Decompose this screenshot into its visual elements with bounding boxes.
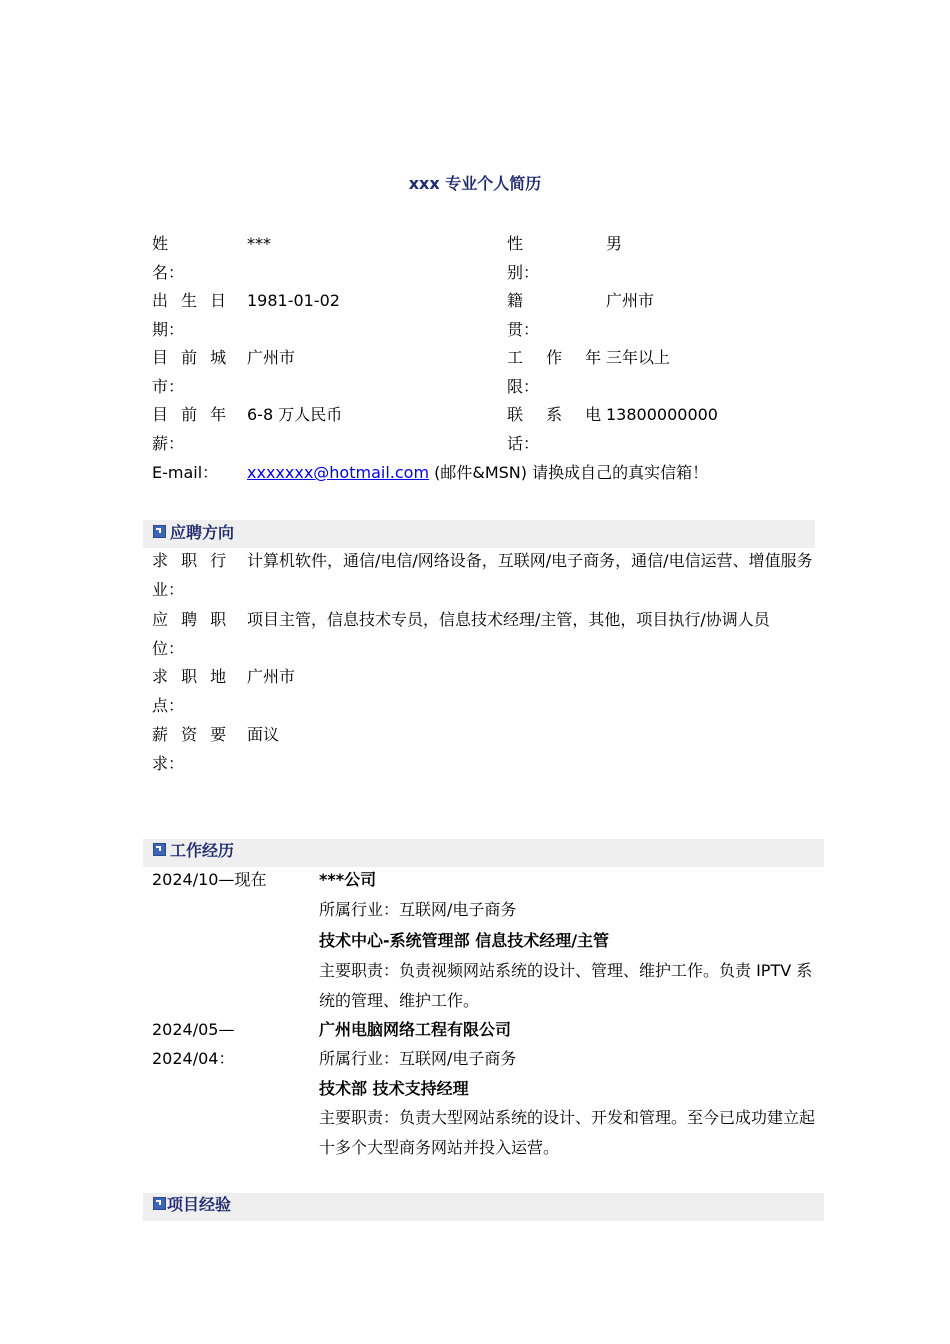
industry-value: 计算机软件，通信/电信/网络设备，互联网/电子商务，通信/电信运营、增值服务 <box>247 551 813 570</box>
job-industry: 所属行业：互联网/电子商务 <box>319 900 517 919</box>
intent-section-bar <box>143 520 815 548</box>
industry-label-1: 求 职 行 <box>152 551 227 570</box>
name-label-1: 姓 <box>152 234 169 253</box>
native-label-2: 贯： <box>507 320 540 339</box>
work-heading <box>153 840 234 862</box>
years-label-2: 限： <box>507 377 540 396</box>
projects-heading-text: 项目经验 <box>167 1195 232 1214</box>
salary-value: 6-8 万人民币 <box>247 405 343 424</box>
location-label-2: 点： <box>152 696 185 715</box>
native-value: 广州市 <box>606 291 655 310</box>
expect-salary-value: 面议 <box>247 725 280 744</box>
projects-section-bar <box>143 1193 824 1221</box>
phone-label-2: 话： <box>507 434 540 453</box>
location-value: 广州市 <box>247 667 296 686</box>
city-label-2: 市： <box>152 377 185 396</box>
years-value: 三年以上 <box>606 348 671 367</box>
phone-label-1: 联 系 电 <box>507 405 602 424</box>
industry-label-2: 业： <box>152 580 185 599</box>
gender-value: 男 <box>606 234 623 253</box>
page-title: xxx 专业个人简历 <box>408 174 542 193</box>
intent-heading <box>153 522 234 544</box>
position-value: 项目主管，信息技术专员，信息技术经理/主管，其他，项目执行/协调人员 <box>247 610 770 629</box>
city-label-1: 目 前 城 <box>152 348 227 367</box>
job-period: 2024/10—现在 <box>152 870 267 889</box>
position-label-2: 位： <box>152 639 185 658</box>
job-duty: 主要职责：负责大型网站系统的设计、开发和管理。至今已成功建立起十多个大型商务网站并投入运营。 <box>319 1108 816 1157</box>
birth-label-1: 出 生 日 <box>152 291 227 310</box>
birth-label-2: 期： <box>152 320 185 339</box>
intent-heading-text: 应聘方向 <box>170 523 235 542</box>
gender-label-1: 性 <box>507 234 524 253</box>
name-label-2: 名： <box>152 263 185 282</box>
arrow-icon <box>153 525 166 538</box>
email-note: (邮件&MSN) 请换成自己的真实信箱！ <box>429 463 709 482</box>
gender-label-2: 别： <box>507 263 540 282</box>
native-label-1: 籍 <box>507 291 524 310</box>
job-duty: 主要职责：负责视频网站系统的设计、管理、维护工作。负责 IPTV 系统的管理、维护工作。 <box>319 961 813 1010</box>
job-period-start: 2024/05— <box>152 1020 235 1039</box>
birth-value: 1981-01-02 <box>247 291 340 310</box>
work-heading-text: 工作经历 <box>170 841 235 860</box>
salary-label-2: 薪： <box>152 434 185 453</box>
job-industry: 所属行业：互联网/电子商务 <box>319 1049 517 1068</box>
expect-salary-label-1: 薪 资 要 <box>152 725 227 744</box>
job-period-end: 2024/04： <box>152 1049 235 1068</box>
phone-value: 13800000000 <box>606 405 718 424</box>
job-company: 广州电脑网络工程有限公司 <box>319 1020 512 1039</box>
salary-label-1: 目 前 年 <box>152 405 227 424</box>
job-company: ***公司 <box>319 870 377 889</box>
work-section-bar <box>143 839 824 867</box>
arrow-icon <box>153 1197 166 1210</box>
years-label-1: 工 作 年 <box>507 348 602 367</box>
job-dept-title: 技术中心-系统管理部 信息技术经理/主管 <box>319 931 610 950</box>
expect-salary-label-2: 求： <box>152 754 185 773</box>
arrow-icon <box>153 843 166 856</box>
position-label-1: 应 聘 职 <box>152 610 227 629</box>
city-value: 广州市 <box>247 348 296 367</box>
location-label-1: 求 职 地 <box>152 667 227 686</box>
job-dept-title: 技术部 技术支持经理 <box>319 1079 469 1098</box>
email-label: E-mail： <box>152 463 219 482</box>
name-value: *** <box>247 234 271 253</box>
email-link[interactable]: xxxxxxx@hotmail.com <box>247 463 430 482</box>
projects-heading <box>153 1194 231 1216</box>
